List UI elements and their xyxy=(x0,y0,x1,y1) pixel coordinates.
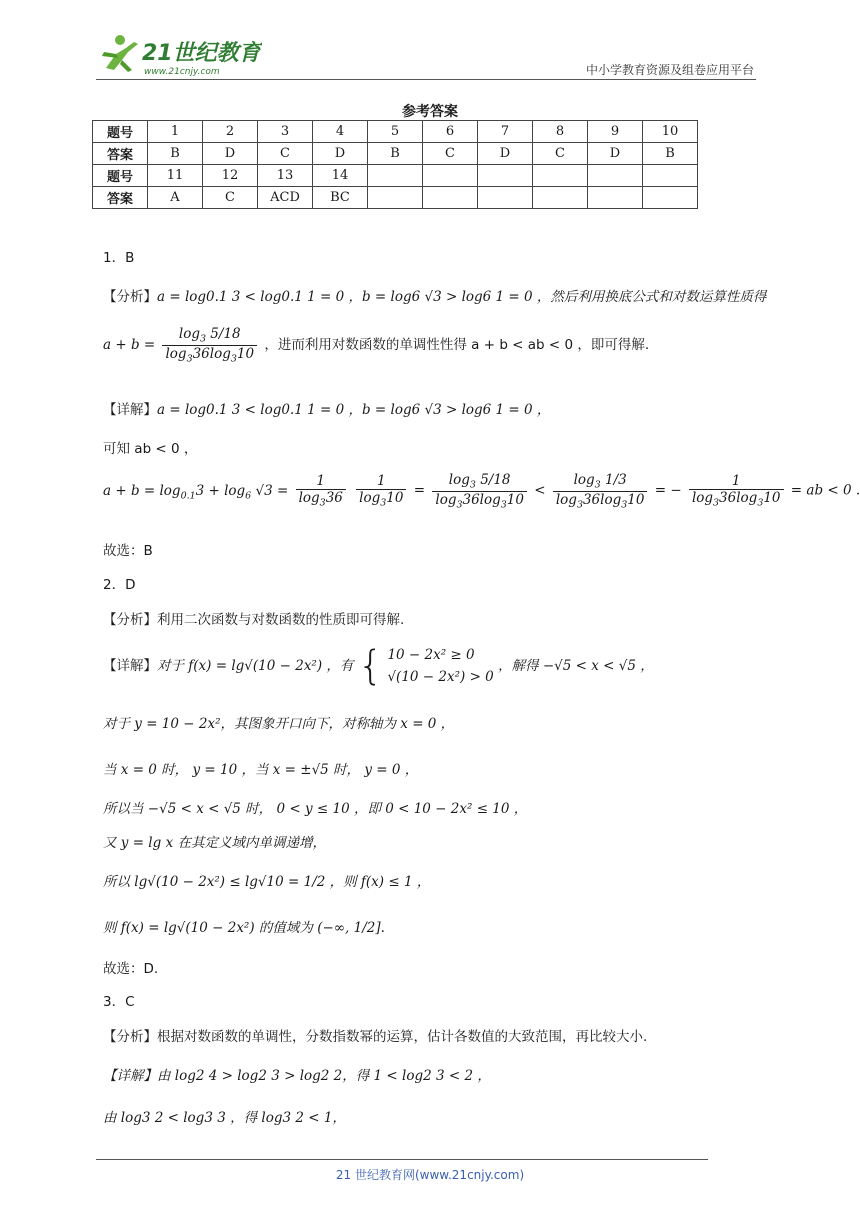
q2-detail-text-b: ，解得 −√5 < x < √5 ， xyxy=(498,658,654,674)
q1-analysis-text: a = log0.1 3 < log0.1 1 = 0 ，b = log6 √3 > log6 1 = 0 ，然后利用换底公式和对数运算性质得 xyxy=(157,289,767,305)
table-cell xyxy=(643,187,698,209)
q2-detail-line4: 所以当 −√5 < x < √5 时， 0 < y ≤ 10 ，即 0 < 10 − 2x² ≤ 10 ， xyxy=(103,801,528,817)
table-cell xyxy=(368,187,423,209)
table-cell: 4 xyxy=(313,121,368,143)
table-cell xyxy=(533,165,588,187)
table-cell xyxy=(478,187,533,209)
site-logo xyxy=(92,30,262,80)
q2-analysis: 【分析】利用二次函数与对数函数的性质即可得解. xyxy=(103,612,405,628)
footer-divider xyxy=(96,1159,708,1160)
q1-detail-line1 xyxy=(103,398,550,418)
fraction: $\frac{\log_3 5/18}{\log_336\log_310}$ xyxy=(432,472,527,510)
system-line: √(10 − 2x²) > 0 xyxy=(387,669,494,685)
table-cell: 13 xyxy=(258,165,313,187)
row-header: 答案 xyxy=(93,187,148,209)
q2-heading: 2．D xyxy=(103,577,136,593)
table-cell xyxy=(368,165,423,187)
q1-analysis-line1 xyxy=(103,285,766,305)
svg-text:21世纪教育: 21世纪教育 xyxy=(142,41,261,66)
q1-analysis-text2: ，进而利用对数函数的单调性性得 a + b < ab < 0 ，即可得解. xyxy=(264,337,650,354)
table-cell xyxy=(533,187,588,209)
table-cell: 11 xyxy=(148,165,203,187)
table-cell: C xyxy=(203,187,258,209)
table-cell: 10 xyxy=(643,121,698,143)
q1-analysis-line2 xyxy=(103,326,649,364)
row-header: 答案 xyxy=(93,143,148,165)
q2-detail-line7: 则 f(x) = lg√(10 − 2x²) 的值域为 (−∞, 1/2]. xyxy=(103,920,385,936)
table-cell: D xyxy=(588,143,643,165)
table-cell: D xyxy=(313,143,368,165)
q2-detail-line1 xyxy=(103,644,654,688)
table-cell: 1 xyxy=(148,121,203,143)
system-line: 10 − 2x² ≥ 0 xyxy=(387,647,475,663)
fraction-numerator: $\log_3 5/18$ xyxy=(178,326,241,345)
q1-fraction xyxy=(162,326,257,364)
table-cell: C xyxy=(533,143,588,165)
table-cell: 6 xyxy=(423,121,478,143)
answer-table xyxy=(92,120,698,209)
table-cell: 2 xyxy=(203,121,258,143)
row-header: 题号 xyxy=(93,165,148,187)
derivation-start: $a + b = \log_{0.1}3 + \log_6 √3$ = xyxy=(103,482,289,502)
table-cell: 9 xyxy=(588,121,643,143)
table-row xyxy=(93,121,698,143)
table-cell xyxy=(588,165,643,187)
q2-detail-line6: 所以 lg√(10 − 2x²) ≤ lg√10 = 1/2 ，则 f(x) ≤ 1 ， xyxy=(103,874,431,890)
q2-detail-line5: 又 y = lg x 在其定义域内单调递增， xyxy=(103,835,326,851)
q3-detail-line2: 由 log3 2 < log3 3 ，得 log3 2 < 1， xyxy=(103,1110,346,1126)
q1-detail-text: a = log0.1 3 < log0.1 1 = 0 ，b = log6 √3 > log6 1 = 0 ， xyxy=(157,402,551,418)
fraction-denominator: $\log_336\log_310$ xyxy=(162,345,257,365)
table-cell: A xyxy=(148,187,203,209)
table-cell xyxy=(423,187,478,209)
table-row xyxy=(93,187,698,209)
table-cell: B xyxy=(368,143,423,165)
table-cell: C xyxy=(423,143,478,165)
runner-logo-icon xyxy=(92,30,262,80)
table-cell: C xyxy=(258,143,313,165)
fraction: $\frac{1}{\log_310}$ xyxy=(356,473,406,509)
q3-detail-line1: 【详解】由 log2 4 > log2 3 > log2 2，得 1 < log2 3 < 2 ， xyxy=(103,1068,491,1084)
fraction: $\frac{\log_3 1/3}{\log_336\log_310}$ xyxy=(553,472,648,510)
table-cell: 3 xyxy=(258,121,313,143)
table-row xyxy=(93,165,698,187)
table-cell xyxy=(588,187,643,209)
footer-link[interactable]: 21 世纪教育网(www.21cnjy.com) xyxy=(335,1168,525,1182)
row-header: 题号 xyxy=(93,121,148,143)
q2-choice: 故选：D. xyxy=(103,961,159,977)
header-divider xyxy=(96,79,756,80)
fraction: $\frac{1}{\log_336\log_310}$ xyxy=(689,473,784,509)
analysis-tag: 【分析】 xyxy=(103,289,157,305)
table-row xyxy=(93,143,698,165)
table-cell: BC xyxy=(313,187,368,209)
table-cell: B xyxy=(643,143,698,165)
q1-detail-line2: 可知 ab < 0 ， xyxy=(103,441,198,457)
q1-heading: 1．B xyxy=(103,250,135,266)
table-cell xyxy=(423,165,478,187)
table-cell: B xyxy=(148,143,203,165)
q1-detail-derivation: $a + b = \log_{0.1}3 + \log_6 √3$ = $\frac{1}{\log_336}$ $\frac{1}{\log_310}$ = $\frac{\log_3 5/18}{\log_336\log_310}$ < $\frac{\log_3 1/3}{\log_336\log_310}$ = − $\frac{1}{\log_336\log_310}$ = ab < 0 . xyxy=(103,472,860,511)
detail-tag: 【详解】 xyxy=(103,402,157,418)
svg-text:www.21cnjy.com: www.21cnjy.com xyxy=(144,67,220,77)
table-cell: D xyxy=(203,143,258,165)
q2-detail-text-a: 对于 f(x) = lg√(10 − 2x²) ，有 xyxy=(157,658,354,674)
q1-sum-expression: a + b = xyxy=(103,337,156,354)
q2-system xyxy=(387,644,493,688)
table-cell: D xyxy=(478,143,533,165)
table-cell: 12 xyxy=(203,165,258,187)
detail-tag: 【详解】 xyxy=(103,658,157,674)
answer-table-title: 参考答案 xyxy=(402,104,458,120)
fraction: $\frac{1}{\log_336}$ xyxy=(296,473,346,509)
q3-analysis: 【分析】根据对数函数的单调性，分数指数幂的运算，估计各数值的大致范围，再比较大小. xyxy=(103,1029,648,1045)
table-cell: 5 xyxy=(368,121,423,143)
q1-choice: 故选：B xyxy=(103,543,153,559)
q3-heading: 3．C xyxy=(103,994,135,1010)
table-cell: ACD xyxy=(258,187,313,209)
table-cell: 8 xyxy=(533,121,588,143)
table-cell xyxy=(643,165,698,187)
table-cell: 7 xyxy=(478,121,533,143)
table-cell: 14 xyxy=(313,165,368,187)
brace-icon: { xyxy=(357,643,384,689)
header-platform-text: 中小学教育资源及组卷应用平台 xyxy=(585,63,754,77)
table-cell xyxy=(478,165,533,187)
q2-detail-line3: 当 x = 0 时， y = 10 ，当 x = ±√5 时， y = 0 ， xyxy=(103,762,419,778)
q2-detail-line2: 对于 y = 10 − 2x²，其图象开口向下，对称轴为 x = 0 ， xyxy=(103,716,455,732)
